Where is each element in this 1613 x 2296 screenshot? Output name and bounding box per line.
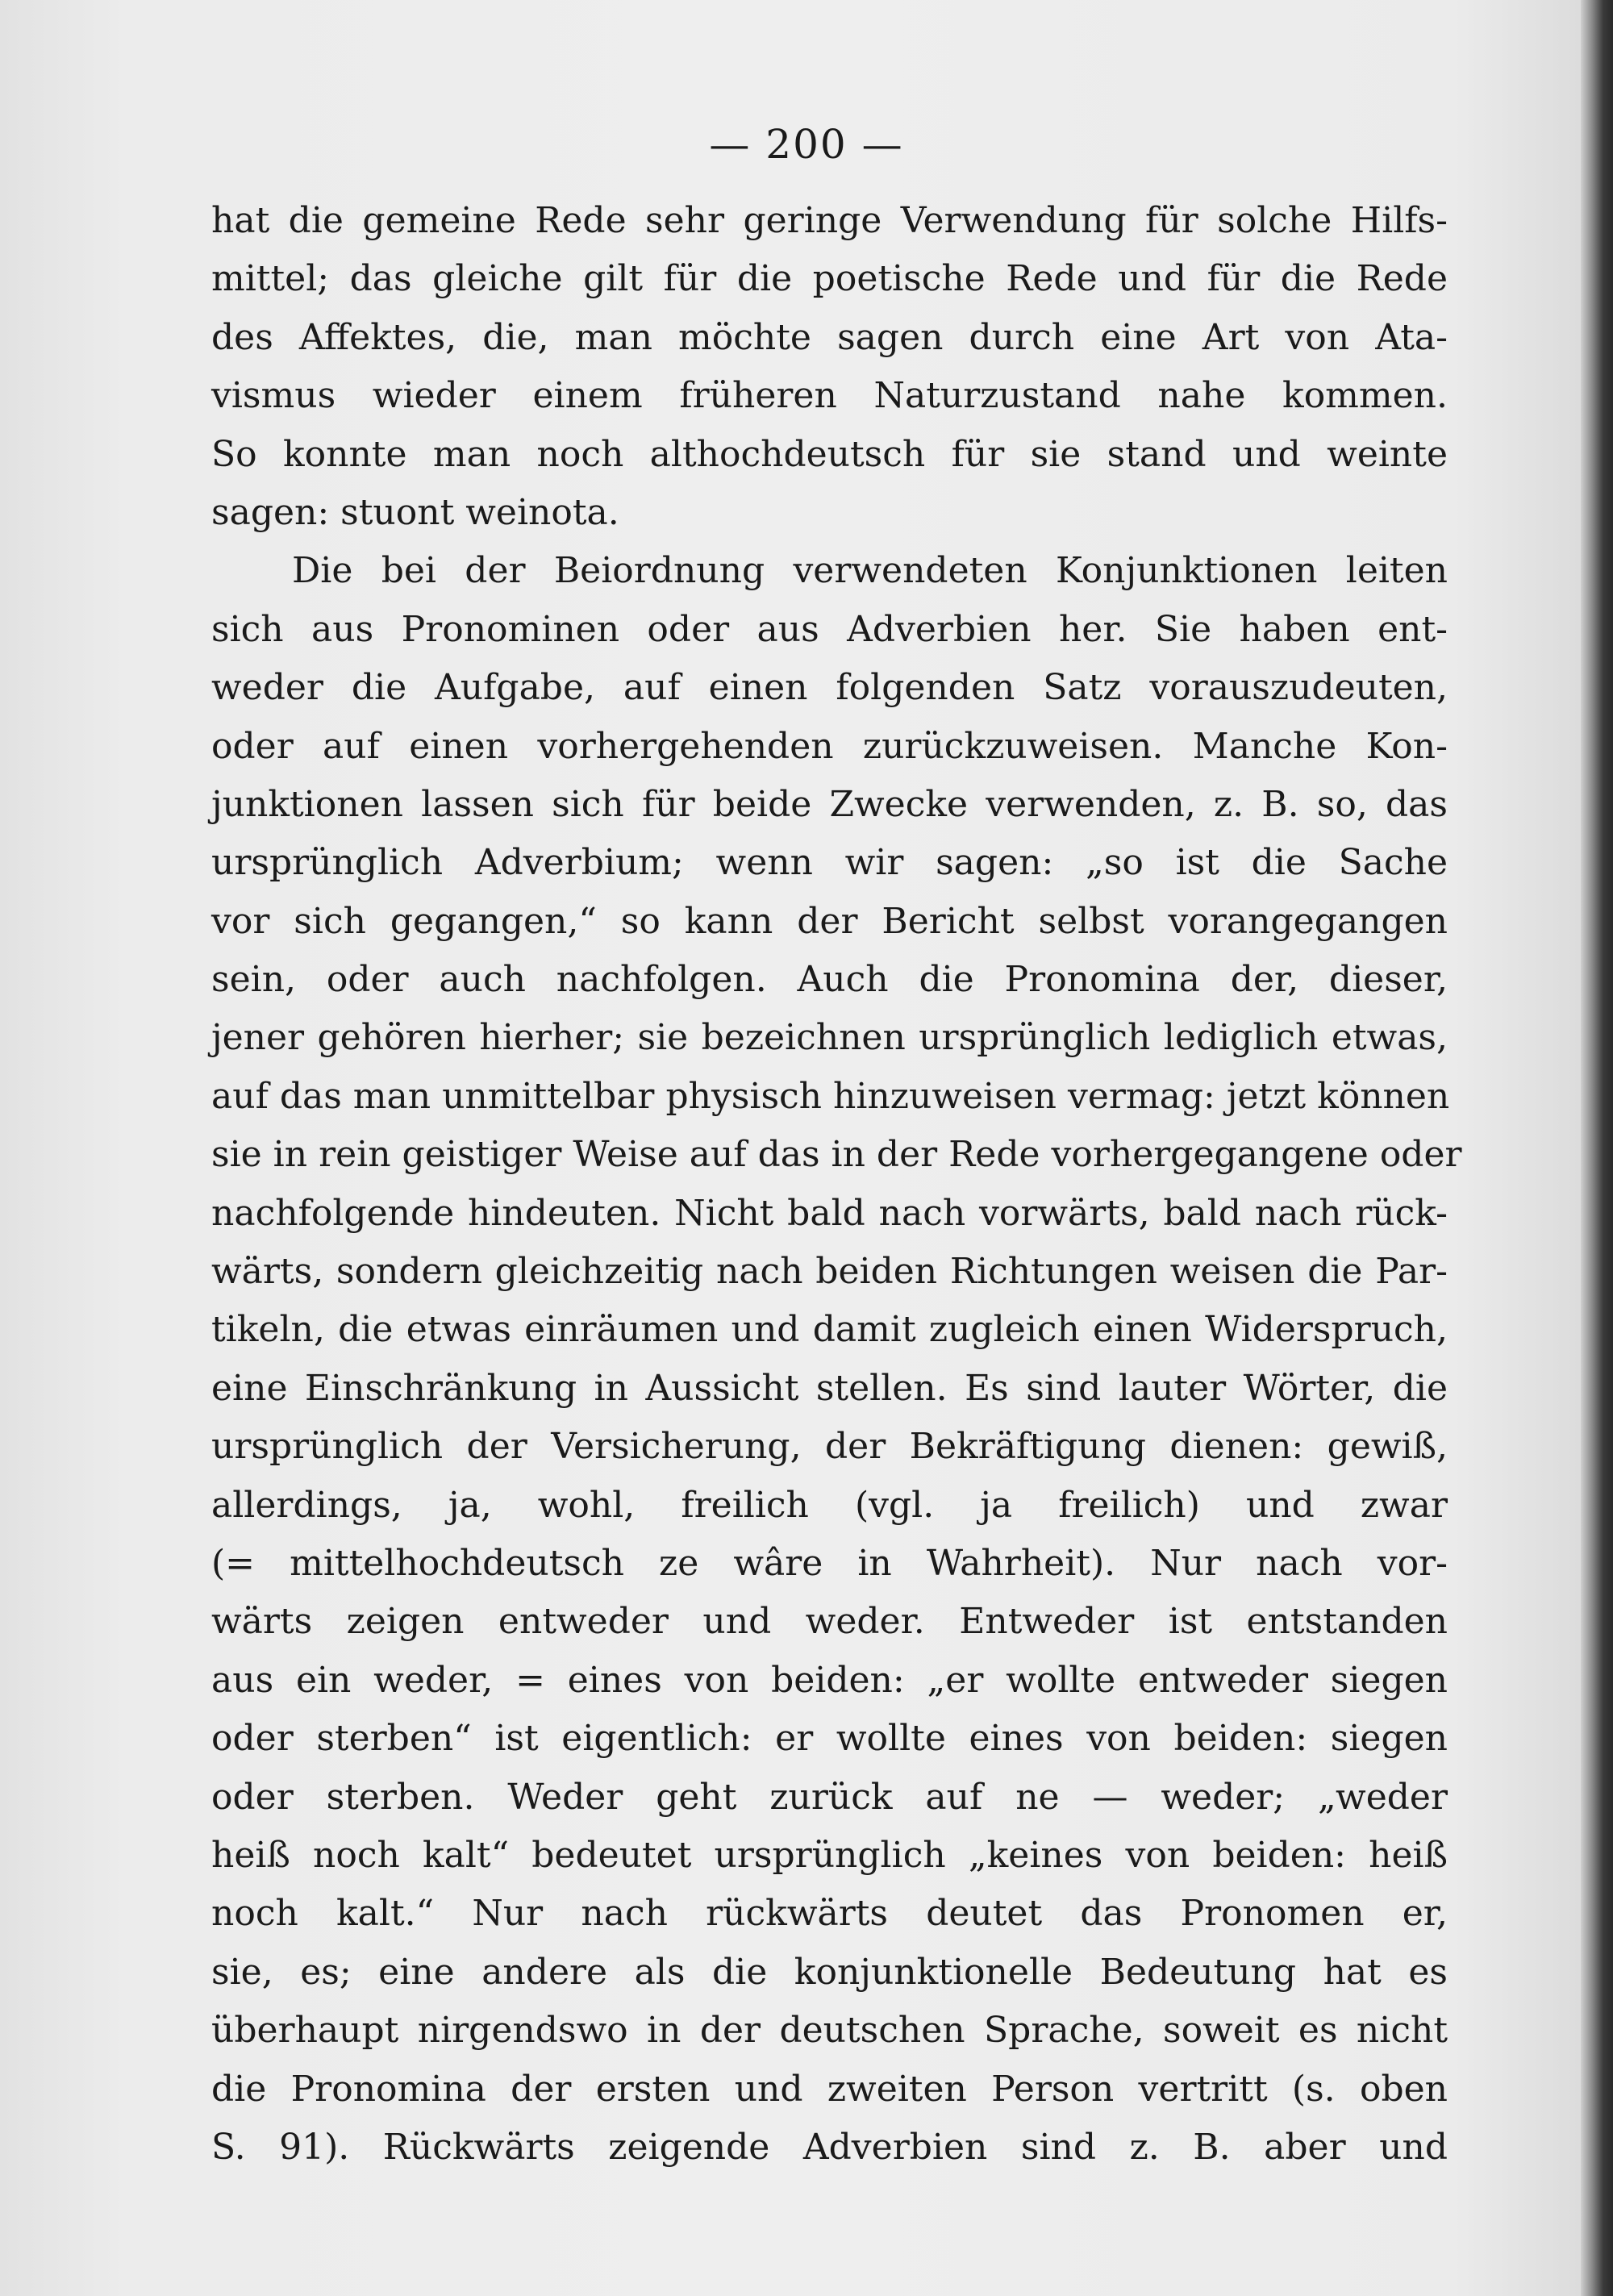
text-line: vismus wieder einem früheren Naturzustand nahe kommen. bbox=[211, 375, 1448, 417]
text-line: oder sterben“ ist eigentlich: er wollte eines von beiden: siegen bbox=[211, 1718, 1448, 1760]
text-line: sagen: stuont weinota. bbox=[211, 491, 619, 533]
text-line: ursprünglich Adverbium; wenn wir sagen: „so ist die Sache bbox=[211, 842, 1448, 884]
text-line: hat die gemeine Rede sehr geringe Verwendung für solche Hilfs- bbox=[211, 200, 1448, 241]
text-line: überhaupt nirgendswo in der deutschen Sprache, soweit es nicht bbox=[211, 2010, 1448, 2052]
text-line: noch kalt.“ Nur nach rückwärts deutet das Pronomen er, bbox=[211, 1893, 1448, 1935]
text-line: weder die Aufgabe, auf einen folgenden Satz vorauszudeuten, bbox=[211, 667, 1448, 709]
text-line: oder auf einen vorhergehenden zurückzuweisen. Manche Kon- bbox=[211, 725, 1448, 767]
page-number: — 200 — bbox=[709, 121, 904, 168]
text-line: tikeln, die etwas einräumen und damit zugleich einen Widerspruch, bbox=[211, 1309, 1448, 1351]
text-line: eine Einschränkung in Aussicht stellen. Es sind lauter Wörter, die bbox=[211, 1367, 1448, 1409]
text-line: oder sterben. Weder geht zurück auf ne — weder; „weder bbox=[211, 1776, 1448, 1818]
text-line: jener gehören hierher; sie bezeichnen ursprünglich lediglich etwas, bbox=[211, 1017, 1448, 1059]
text-line: wärts, sondern gleichzeitig nach beiden Richtungen weisen die Par- bbox=[211, 1251, 1448, 1293]
text-line: ursprünglich der Versicherung, der Bekräftigung dienen: gewiß, bbox=[211, 1426, 1448, 1468]
text-line: sein, oder auch nachfolgen. Auch die Pronomina der, dieser, bbox=[211, 959, 1448, 1001]
text-line: aus ein weder, = eines von beiden: „er wollte entweder siegen bbox=[211, 1659, 1448, 1701]
text-line: vor sich gegangen,“ so kann der Bericht selbst vorangegangen bbox=[211, 900, 1448, 942]
text-line: sie in rein geistiger Weise auf das in der Rede vorhergegangene oder bbox=[211, 1134, 1462, 1176]
text-line: mittel; das gleiche gilt für die poetische Rede und für die Rede bbox=[211, 258, 1448, 300]
text-line: S. 91). Rückwärts zeigende Adverbien sind z. B. aber und bbox=[211, 2126, 1448, 2168]
text-line: (= mittelhochdeutsch ze wâre in Wahrheit). Nur nach vor- bbox=[211, 1542, 1448, 1584]
text-line: sie, es; eine andere als die konjunktionelle Bedeutung hat es bbox=[211, 1951, 1448, 1993]
text-line: nachfolgende hindeuten. Nicht bald nach vorwärts, bald nach rück- bbox=[211, 1192, 1448, 1234]
text-line: heiß noch kalt“ bedeutet ursprünglich „keines von beiden: heiß bbox=[211, 1834, 1448, 1876]
text-line: So konnte man noch althochdeutsch für sie stand und weinte bbox=[211, 433, 1448, 475]
text-line: wärts zeigen entweder und weder. Entweder ist entstanden bbox=[211, 1601, 1448, 1643]
text-line: des Affektes, die, man möchte sagen durch eine Art von Ata- bbox=[211, 316, 1448, 358]
text-line: Die bei der Beiordnung verwendeten Konjunktionen leiten bbox=[292, 550, 1448, 592]
text-line: junktionen lassen sich für beide Zwecke verwenden, z. B. so, das bbox=[211, 783, 1448, 825]
text-line: allerdings, ja, wohl, freilich (vgl. ja freilich) und zwar bbox=[211, 1484, 1448, 1526]
text-line: auf das man unmittelbar physisch hinzuweisen vermag: jetzt können bbox=[211, 1075, 1450, 1117]
page-edge-shadow bbox=[1581, 0, 1613, 2296]
text-line: die Pronomina der ersten und zweiten Person vertritt (s. oben bbox=[211, 2068, 1448, 2110]
text-line: sich aus Pronominen oder aus Adverbien her. Sie haben ent- bbox=[211, 608, 1448, 650]
body-text bbox=[211, 192, 1462, 2177]
